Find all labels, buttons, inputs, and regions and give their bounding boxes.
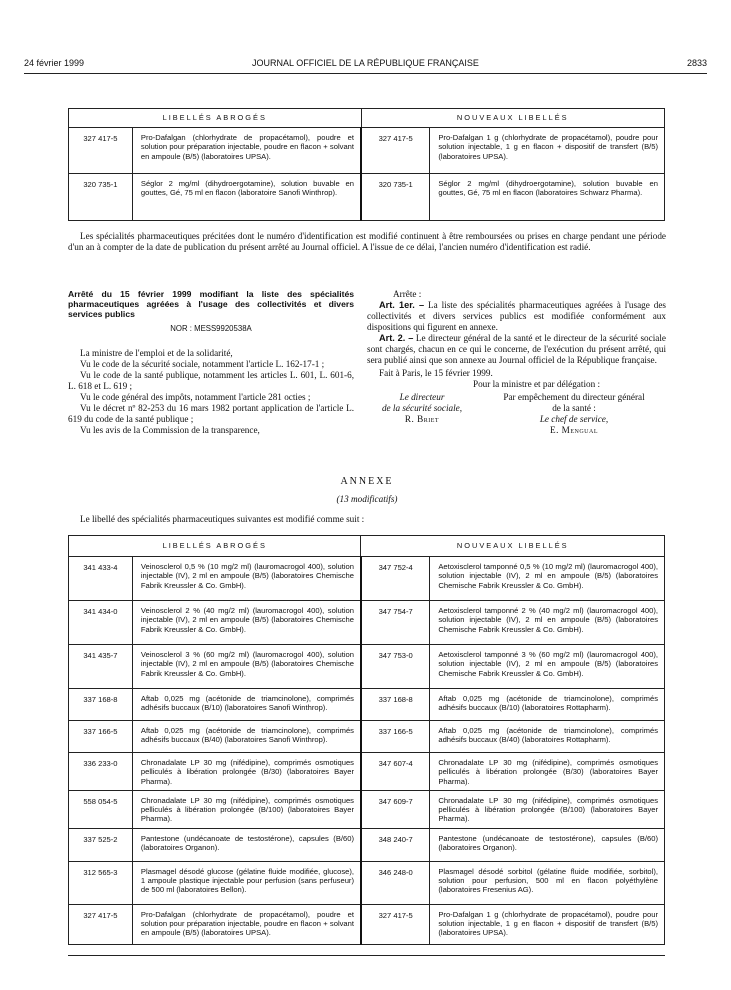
sig-right-name: E. Mengual [549,425,599,435]
table-row [69,645,665,689]
header-date: 24 février 1999 [24,58,85,68]
new-code: 347 752-4 [361,557,430,601]
header-page-number: 2833 [686,58,707,68]
old-label: Chronadalate LP 30 mg (nifédipine), comprimés osmotiques pelliculés à libération prolongée (B/100) (laboratoires Bayer Pharma). [132,790,361,828]
decree-nor: NOR : MESS9920538A [170,324,252,333]
col-header-abroges: LIBELLÉS ABROGÉS [69,109,362,128]
new-code: 337 166-5 [361,721,430,753]
delegation-line: Pour la ministre et par délégation : [472,379,601,389]
old-label: Plasmagel désodé glucose (gélatine fluide modifiée, glucose), 1 ampoule plastique injectable pour perfusion (sans perfuseur) de 500 ml (laboratoires Bellon). [132,861,361,904]
signatures [367,392,666,436]
old-label: Aftab 0,025 mg (acétonide de triamcinolone), comprimés adhésifs buccaux (B/10) (laboratoires Sanofi Winthrop). [132,689,361,721]
col-header-abroges: LIBELLÉS ABROGÉS [69,536,361,557]
article-2-label: Art. 2. – [379,333,414,343]
old-code: 341 435-7 [69,645,133,689]
sig-left-name: R. Briet [404,414,440,424]
sig-left-role: Le directeur [399,392,445,402]
decree-right-column [367,289,666,436]
new-code: 348 240-7 [361,828,430,861]
old-label: Pantestone (undécanoate de testostérone), capsules (B/60) (laboratoires Organon). [132,828,361,861]
col-header-nouveaux: NOUVEAUX LIBELLÉS [361,536,665,557]
table-row [69,753,665,791]
new-label: Chronadalate LP 30 mg (nifédipine), comprimés osmotiques pelliculés à libération prolongée (B/30) (laboratoires Bayer Pharma). [430,753,665,791]
table-row [69,557,665,601]
sig-right [479,392,669,436]
article-1-label: Art. 1er. – [379,300,425,310]
article-1-text: La liste des spécialités pharmaceutiques agréées à l'usage des collectivités et divers services publics est modifiée conformément aux dispositions qui figurent en annexe. [367,300,666,332]
bottom-rule [68,955,665,956]
new-code: 320 735-1 [361,174,430,221]
visa-item: Vu le code général des impôts, notamment l'article 281 octies ; [80,392,311,402]
note-paragraph: Les spécialités pharmaceutiques précitées dont le numéro d'identification est modifié continuent à être remboursées ou prises en charge pendant une période d'un an à compter de la date de publication du présent arrêté au Journal officiel. A l'issue de ce délai, l'ancien numéro d'identification est radié. [68,231,666,252]
annexe-intro: Le libellé des spécialités pharmaceutiques suivantes est modifié comme suit : [80,514,365,524]
new-label: Aftab 0,025 mg (acétonide de triamcinolone), comprimés adhésifs buccaux (B/10) (laboratoires Rottapharm). [430,689,665,721]
new-code: 347 607-4 [361,753,430,791]
visa-item: Vu les avis de la Commission de la transparence, [80,425,260,435]
page-header [0,58,731,72]
sig-left-role-2: de la sécurité sociale, [381,403,463,413]
old-label: Chronadalate LP 30 mg (nifédipine), comprimés osmotiques pelliculés à libération prolongée (B/30) (laboratoires Bayer Pharma). [132,753,361,791]
old-label: Veinosclerol 2 % (40 mg/2 ml) (lauromacrogol 400), solution injectable (IV), 2 ml en ampoule (B/5) (laboratoires Chemische Fabrik Kreussler & Co. GmbH). [132,601,361,645]
decree-title: Arrêté du 15 février 1999 modifiant la liste des spécialités pharmaceutiques agréées à l'usage des collectivités et divers services publics [68,289,354,319]
sig-right-role: Le chef de service, [539,414,609,424]
new-code: 337 168-8 [361,689,430,721]
new-code: 347 754-7 [361,601,430,645]
sig-left [367,392,477,425]
old-code: 327 417-5 [69,128,133,174]
visa-item: Vu le décret nº 82-253 du 16 mars 1982 portant application de l'article L. 619 du code de la santé publique ; [68,403,354,424]
new-code: 347 609-7 [361,790,430,828]
table-annexe [68,535,665,945]
new-code: 347 753-0 [361,645,430,689]
header-journal: JOURNAL OFFICIEL DE LA RÉPUBLIQUE FRANÇAISE [252,58,479,68]
annexe-subtitle: (13 modificatifs) [336,494,398,504]
new-label: Aetoxisclerol tamponné 0,5 % (10 mg/2 ml) (lauromacrogol 400), solution injectable (IV), 2 ml en ampoule (B/5) (laboratoires Chemische Fabrik Kreussler & Co. GmbH). [430,557,665,601]
sig-right-line-1: Par empêchement du directeur général [503,392,645,402]
table-row [69,828,665,861]
new-label: Aetoxisclerol tamponné 2 % (40 mg/2 ml) (lauromacrogol 400), solution injectable (IV), 2 ml en ampoule (B/5) (laboratoires Chemische Fabrik Kreussler & Co. GmbH). [430,601,665,645]
table-top [68,108,665,221]
new-label: Aftab 0,025 mg (acétonide de triamcinolone), comprimés adhésifs buccaux (B/40) (laboratoires Rottapharm). [430,721,665,753]
visa-item: Vu le code de la sécurité sociale, notamment l'article L. 162-17-1 ; [80,359,325,369]
annexe-title: ANNEXE [340,476,394,487]
old-label: Aftab 0,025 mg (acétonide de triamcinolone), comprimés adhésifs buccaux (B/40) (laboratoires Sanofi Winthrop). [132,721,361,753]
new-label: Pantestone (undécanoate de testostérone), capsules (B/60) (laboratoires Organon). [430,828,665,861]
done-at: Fait à Paris, le 15 février 1999. [379,368,493,378]
table-row [69,861,665,904]
new-code: 327 417-5 [361,904,430,944]
new-code: 346 248-0 [361,861,430,904]
old-label: Pro-Dafalgan (chlorhydrate de propacétamol), poudre et solution pour préparation injectable, poudre en flacon + solvant en ampoule (B/5) (laboratoires UPSA). [132,904,361,944]
new-label: Plasmagel désodé sorbitol (gélatine fluide modifiée, sorbitol), solution pour perfusion, 500 ml en flacon polyéthylène (laboratoires Fresenius AG). [430,861,665,904]
old-code: 341 433-4 [69,557,133,601]
old-label: Pro-Dafalgan (chlorhydrate de propacétamol), poudre et solution pour préparation injectable, poudre en flacon + solvant en ampoule (B/5) (laboratoires UPSA). [132,128,361,174]
table-row [69,721,665,753]
table-row [69,790,665,828]
col-header-nouveaux: NOUVEAUX LIBELLÉS [361,109,665,128]
visa-item: Vu le code de la santé publique, notamment les articles L. 601, L. 601-6, L. 618 et L. 619 ; [68,370,354,391]
old-label: Veinosclerol 3 % (60 mg/2 ml) (lauromacrogol 400), solution injectable (IV), 2 ml en ampoule (B/5) (laboratoires Chemische Fabrik Kreussler & Co. GmbH). [132,645,361,689]
decree-left-column [68,289,354,436]
new-label: Pro-Dafalgan 1 g (chlorhydrate de propacétamol), poudre pour solution injectable, 1 g en flacon + dispositif de transfert (B/5) (laboratoires UPSA). [430,128,665,174]
old-code: 320 735-1 [69,174,133,221]
old-code: 337 166-5 [69,721,133,753]
article-2-text: Le directeur général de la santé et le directeur de la sécurité sociale sont chargés, chacun en ce qui le concerne, de l'exécution du présent arrêté, qui sera publié ainsi que son annexe au Journal officiel de la République française. [367,333,666,365]
old-code: 327 417-5 [69,904,133,944]
old-code: 337 168-8 [69,689,133,721]
table-row [69,904,665,944]
old-label: Veinosclerol 0,5 % (10 mg/2 ml) (lauromacrogol 400), solution injectable (IV), 2 ml en ampoule (B/5) (laboratoires Chemische Fabrik Kreussler & Co. GmbH). [132,557,361,601]
table-row [69,601,665,645]
new-label: Pro-Dafalgan 1 g (chlorhydrate de propacétamol), poudre pour solution injectable, 1 g en flacon + dispositif de transfert (B/5) (laboratoires UPSA). [430,904,665,944]
new-code: 327 417-5 [361,128,430,174]
sig-right-line-2: de la santé : [552,403,596,413]
table-row [69,128,665,174]
table-row [69,174,665,221]
old-label: Séglor 2 mg/ml (dihydroergotamine), solution buvable en gouttes, Gé, 75 ml en flacon (laboratoire Sanofi Winthrop). [132,174,361,221]
new-label: Aetoxisclerol tamponné 3 % (60 mg/2 ml) (lauromacrogol 400), solution injectable (IV), 2 ml en ampoule (B/5) (laboratoires Chemische Fabrik Kreussler & Co. GmbH). [430,645,665,689]
old-code: 312 565-3 [69,861,133,904]
arrete-label: Arrête : [393,289,422,299]
old-code: 341 434-0 [69,601,133,645]
old-code: 337 525-2 [69,828,133,861]
visa-minister: La ministre de l'emploi et de la solidarité, [80,348,233,358]
table-row [69,689,665,721]
old-code: 558 054-5 [69,790,133,828]
new-label: Chronadalate LP 30 mg (nifédipine), comprimés osmotiques pelliculés à libération prolongée (B/100) (laboratoires Bayer Pharma). [430,790,665,828]
new-label: Séglor 2 mg/ml (dihydroergotamine), solution buvable en gouttes, Gé, 75 ml en flacon (laboratoires Schwarz Pharma). [430,174,665,221]
header-rule [24,73,707,74]
old-code: 336 233-0 [69,753,133,791]
